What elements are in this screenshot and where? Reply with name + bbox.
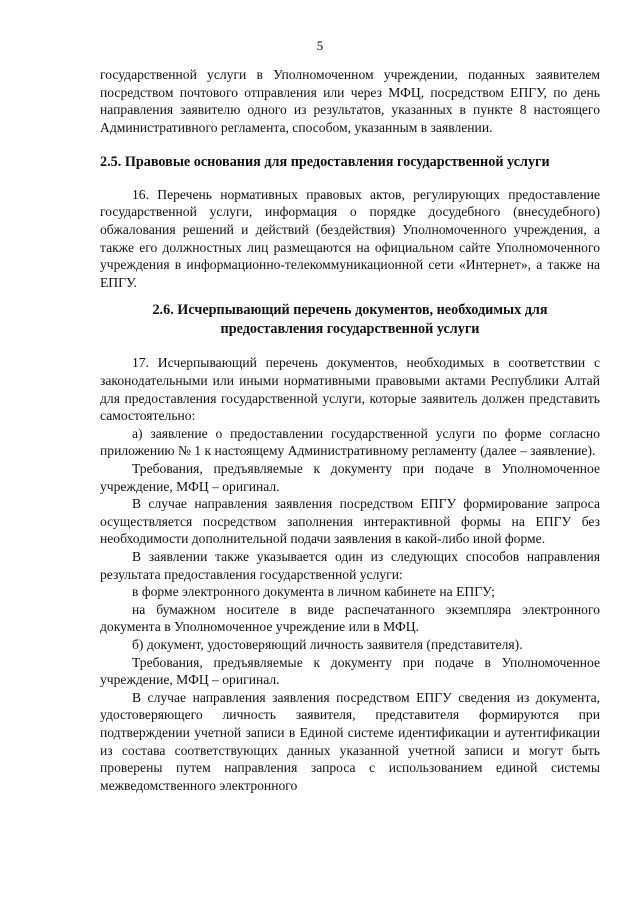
paragraph: Требования, предъявляемые к документу при подаче в Уполномоченное учреждение, МФЦ – оригинал. — [100, 461, 600, 494]
paragraph: на бумажном носителе в виде распечатанного экземпляра электронного документа в Уполномоченное учреждение или в МФЦ. — [100, 601, 600, 635]
paragraph: в форме электронного документа в личном кабинете на ЕПГУ; — [132, 584, 495, 600]
paragraph: В случае направления заявления посредством ЕПГУ формирование запроса осуществляется посредством заполнения интерактивной формы на ЕПГУ без необходимости дополнительной подачи заявления в какой-либо иной форме. — [100, 496, 600, 547]
document-body — [100, 66, 600, 794]
paragraph-16: 16. Перечень нормативных правовых актов, регулирующих предоставление государственной услуги, информация о порядке досудебного (внесудебного) обжалования решений и действий (бездействия) Уполномоченного учреждения, а также его должностных лиц размещаются на официальном сайте Уполномоченного учреждения в информационно-телекоммуникационной сети «Интернет», а также на ЕПГУ. — [100, 186, 600, 290]
section-heading-2-5: 2.5. Правовые основания для предоставления государственной услуги — [100, 154, 550, 171]
paragraph: а) заявление о предоставлении государственной услуги по форме согласно приложению № 1 к настоящему Административному регламенту (далее – заявление). — [100, 425, 600, 459]
page-number: 5 — [316, 38, 324, 53]
paragraph: б) документ, удостоверяющий личность заявителя (представителя). — [132, 636, 523, 652]
paragraph: В случае направления заявления посредством ЕПГУ сведения из документа, удостоверяющего личность заявителя, представителя формируются при подтверждении учетной записи в Единой системе идентификации и аутентификации из состава соответствующих данных указанной учетной записи и могут быть проверены путем направления запроса с использованием единой системы межведомственного электронного — [100, 689, 600, 793]
paragraph-continued: государственной услуги в Уполномоченном учреждении, поданных заявителем посредством почтового отправления или через МФЦ, посредством ЕПГУ, по день направления заявителю одного из результатов, указанных в пункте 8 настоящего Административного регламента, способом, указанным в заявлении. — [100, 67, 600, 135]
paragraph: 17. Исчерпывающий перечень документов, необходимых в соответствии с законодательными или иными нормативными правовыми актами Республики Алтай для предоставления государственной услуги, которые заявитель должен представить самостоятельно: — [100, 355, 600, 424]
paragraph: Требования, предъявляемые к документу при подаче в Уполномоченное учреждение, МФЦ – оригинал. — [100, 654, 600, 688]
paragraph: В заявлении также указывается один из следующих способов направления результата предоставления государственной услуги: — [100, 548, 600, 582]
section-heading-2-6: 2.6. Исчерпывающий перечень документов, необходимых для предоставления государственной услуги — [152, 302, 548, 337]
